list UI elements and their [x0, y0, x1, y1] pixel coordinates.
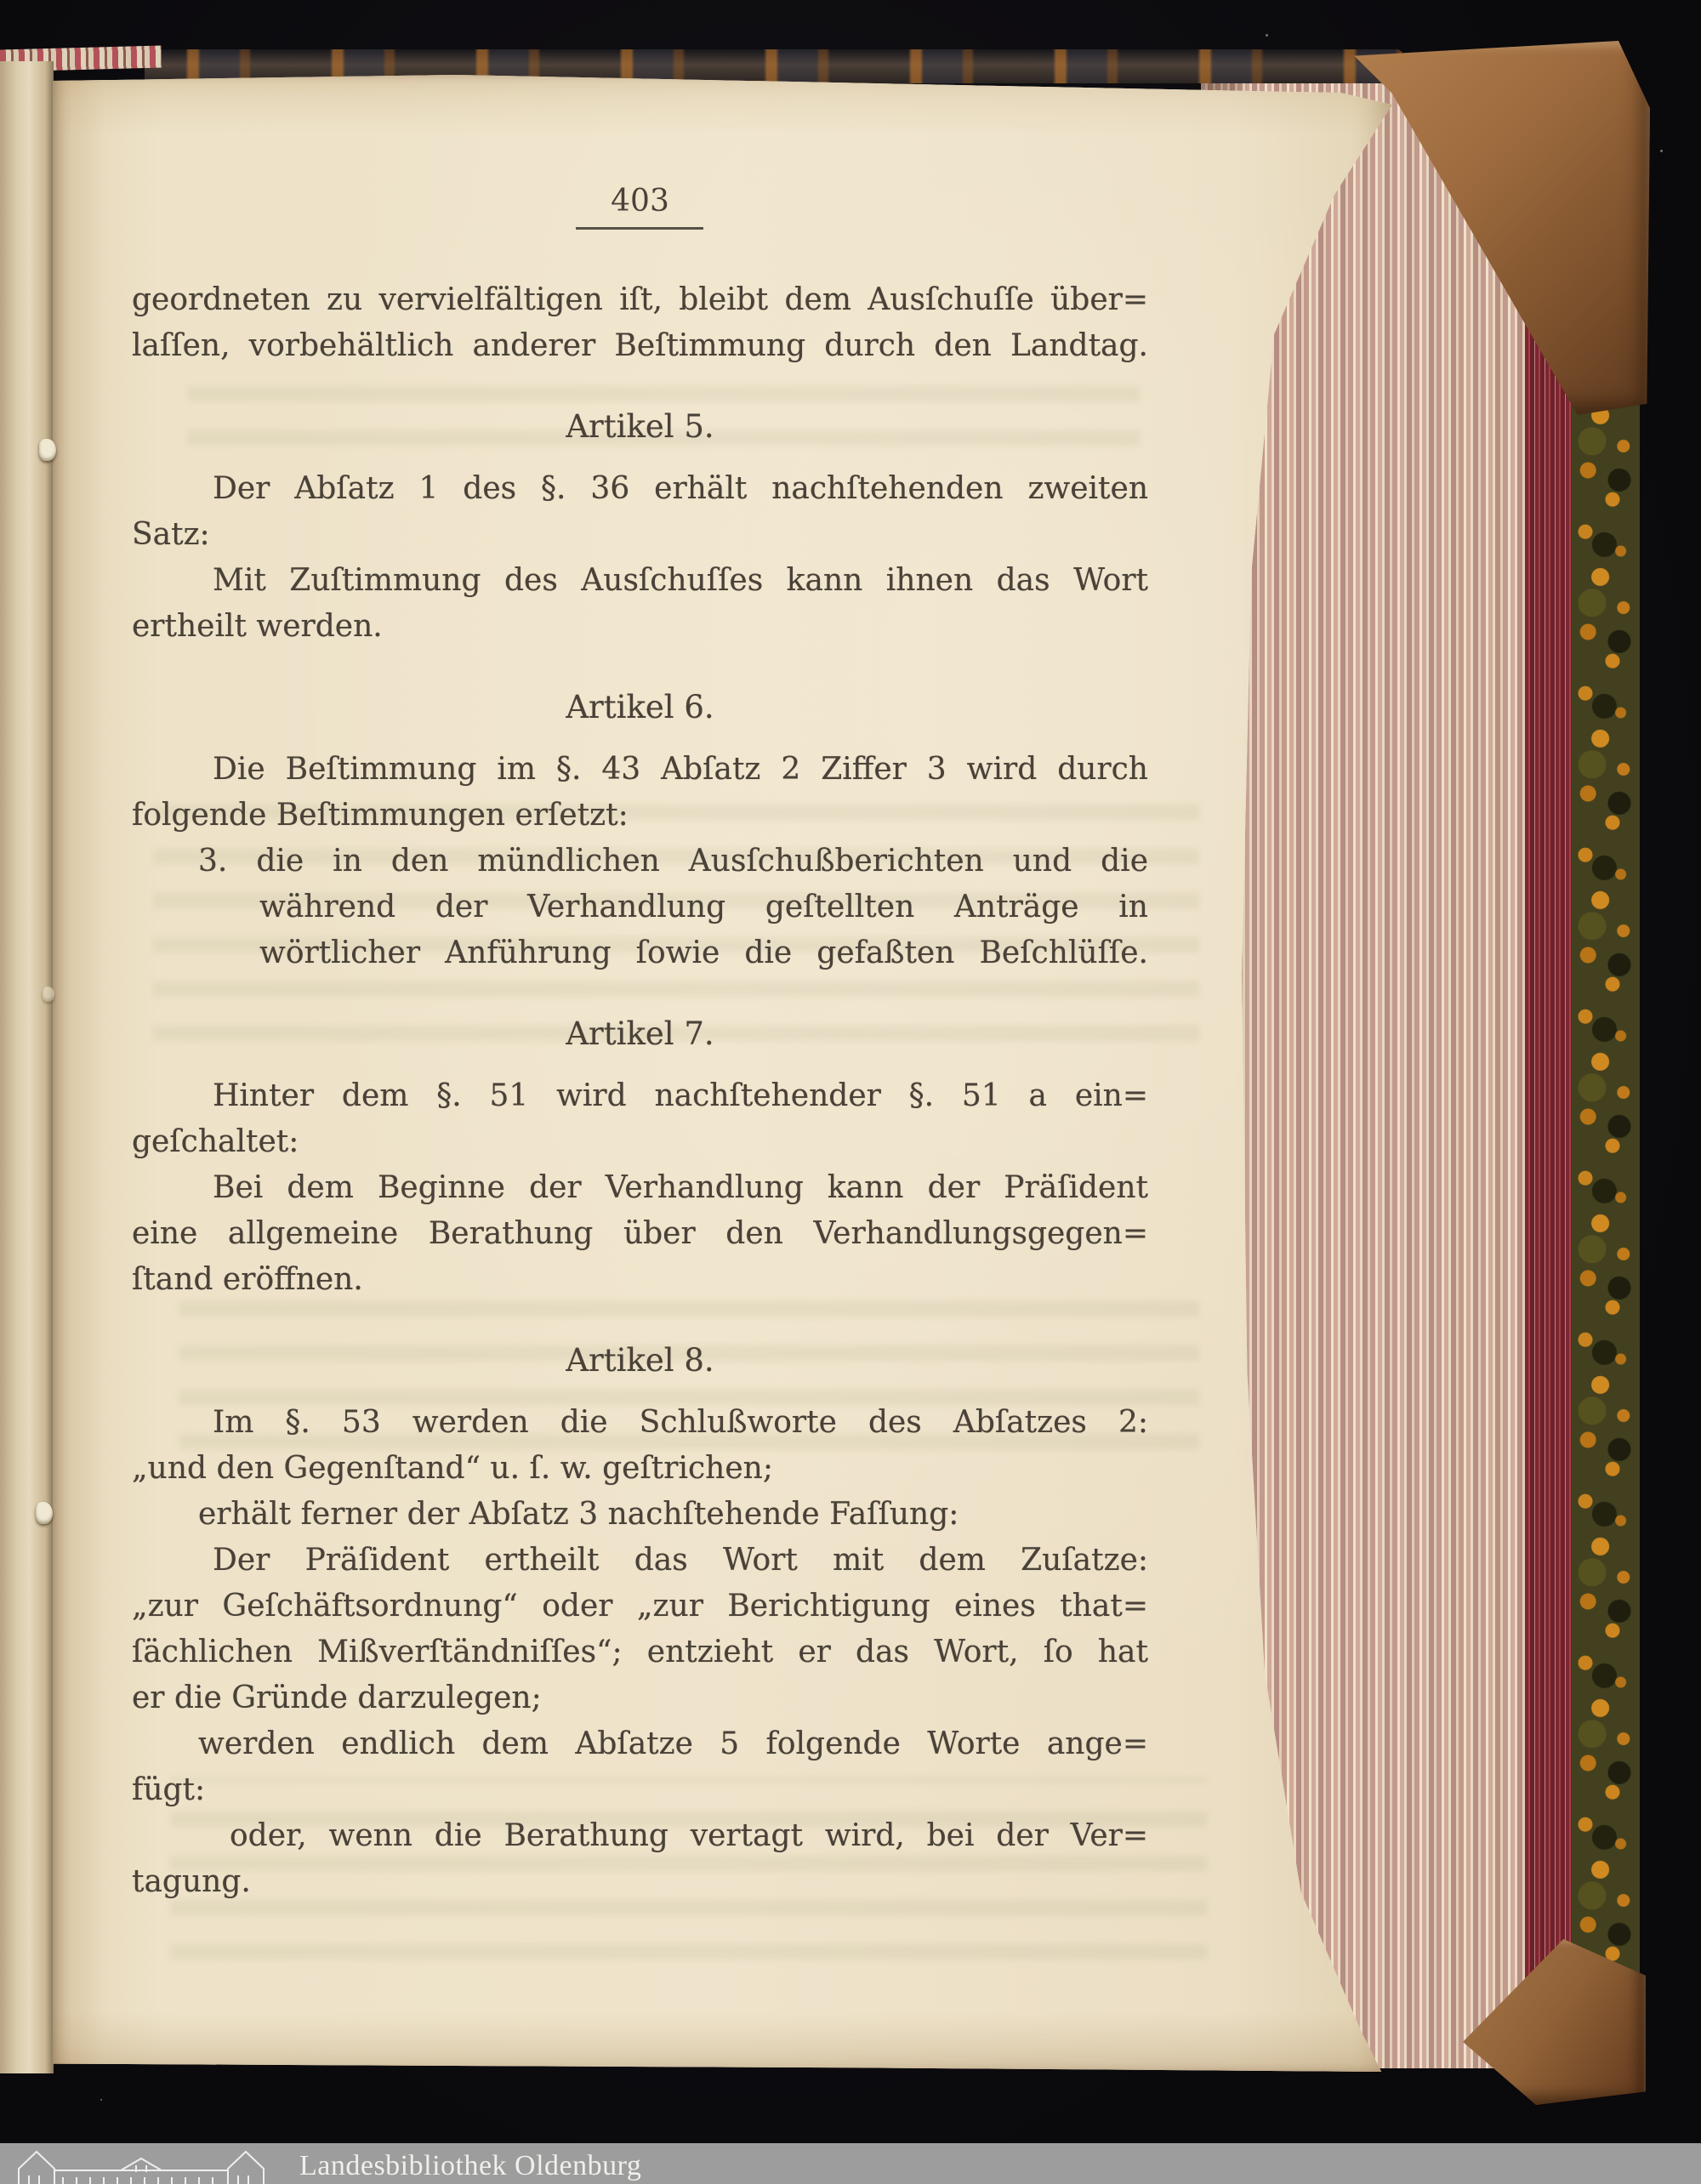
- library-building-icon: [14, 2148, 269, 2184]
- text-line: „zur Geſchäftsordnung“ oder „zur Berichtigung eines that=: [132, 1589, 1148, 1624]
- text-line: oder, wenn die Berathung vertagt wird, bei der Ver=: [230, 1818, 1148, 1853]
- binding-thread: [39, 439, 56, 461]
- watermark-label: Landesbibliothek Oldenburg: [299, 2150, 642, 2181]
- binding-thread: [36, 1502, 53, 1524]
- page-text: [132, 277, 1148, 1905]
- text-line: Satz:: [132, 517, 210, 552]
- article-heading: Artikel 5.: [566, 408, 714, 445]
- page-number: 403: [611, 184, 669, 219]
- dust-speck: [1266, 34, 1268, 37]
- text-line: ſtand eröffnen.: [132, 1262, 363, 1297]
- dust-speck: [1660, 150, 1663, 152]
- text-line: er die Gründe darzulegen;: [132, 1681, 542, 1715]
- article-heading: Artikel 8.: [566, 1342, 714, 1379]
- text-line: „und den Gegenſtand“ u. ſ. w. geſtrichen;: [132, 1451, 773, 1486]
- text-line: laſſen, vorbehältlich anderer Beſtimmung durch den Landtag.: [132, 328, 1148, 363]
- watermark-bar: [0, 2143, 1701, 2184]
- article-heading: Artikel 6.: [566, 689, 714, 725]
- text-line: Hinter dem §. 51 wird nachſtehender §. 51 a ein=: [213, 1078, 1148, 1113]
- text-line: ſächlichen Mißverſtändniſſes“; entzieht er das Wort, ſo hat: [132, 1635, 1148, 1669]
- dust-speck: [100, 2099, 102, 2101]
- page-number-underline: [576, 227, 703, 230]
- text-line: wörtlicher Anführung ſowie die gefaßten Beſchlüſſe.: [259, 936, 1148, 970]
- text-line: ertheilt werden.: [132, 609, 383, 644]
- text-line: werden endlich dem Abſatze 5 folgende Worte ange=: [198, 1726, 1148, 1761]
- text-line: während der Verhandlung geſtellten Anträge in: [259, 890, 1148, 924]
- text-line: geordneten zu vervielfältigen iſt, bleibt dem Ausſchuſſe über=: [132, 282, 1148, 317]
- binding-thread: [43, 987, 54, 1002]
- text-line: Mit Zuſtimmung des Ausſchuſſes kann ihnen das Wort: [213, 563, 1148, 598]
- article-heading: Artikel 7.: [566, 1015, 714, 1052]
- text-line: eine allgemeine Berathung über den Verhandlungsgegen=: [132, 1216, 1148, 1251]
- text-line: erhält ferner der Abſatz 3 nachſtehende Faſſung:: [198, 1497, 959, 1532]
- text-line: 3. die in den mündlichen Ausſchußberichten und die: [198, 844, 1148, 879]
- text-line: Der Präſident ertheilt das Wort mit dem Zuſatze:: [213, 1543, 1148, 1578]
- text-line: Im §. 53 werden die Schlußworte des Abſatzes 2:: [213, 1405, 1148, 1440]
- facing-page-edge: [0, 61, 54, 2073]
- text-line: tagung.: [132, 1864, 251, 1899]
- text-line: folgende Beſtimmungen erſetzt:: [132, 798, 629, 833]
- text-line: geſchaltet:: [132, 1124, 299, 1159]
- text-line: Die Beſtimmung im §. 43 Abſatz 2 Ziffer 3 wird durch: [213, 752, 1148, 787]
- marbled-cover-strip: [1572, 196, 1640, 2033]
- text-line: Bei dem Beginne der Verhandlung kann der Präſident: [213, 1170, 1148, 1205]
- text-line: Der Abſatz 1 des §. 36 erhält nachſtehenden zweiten: [213, 471, 1148, 506]
- text-line: fügt:: [132, 1772, 206, 1807]
